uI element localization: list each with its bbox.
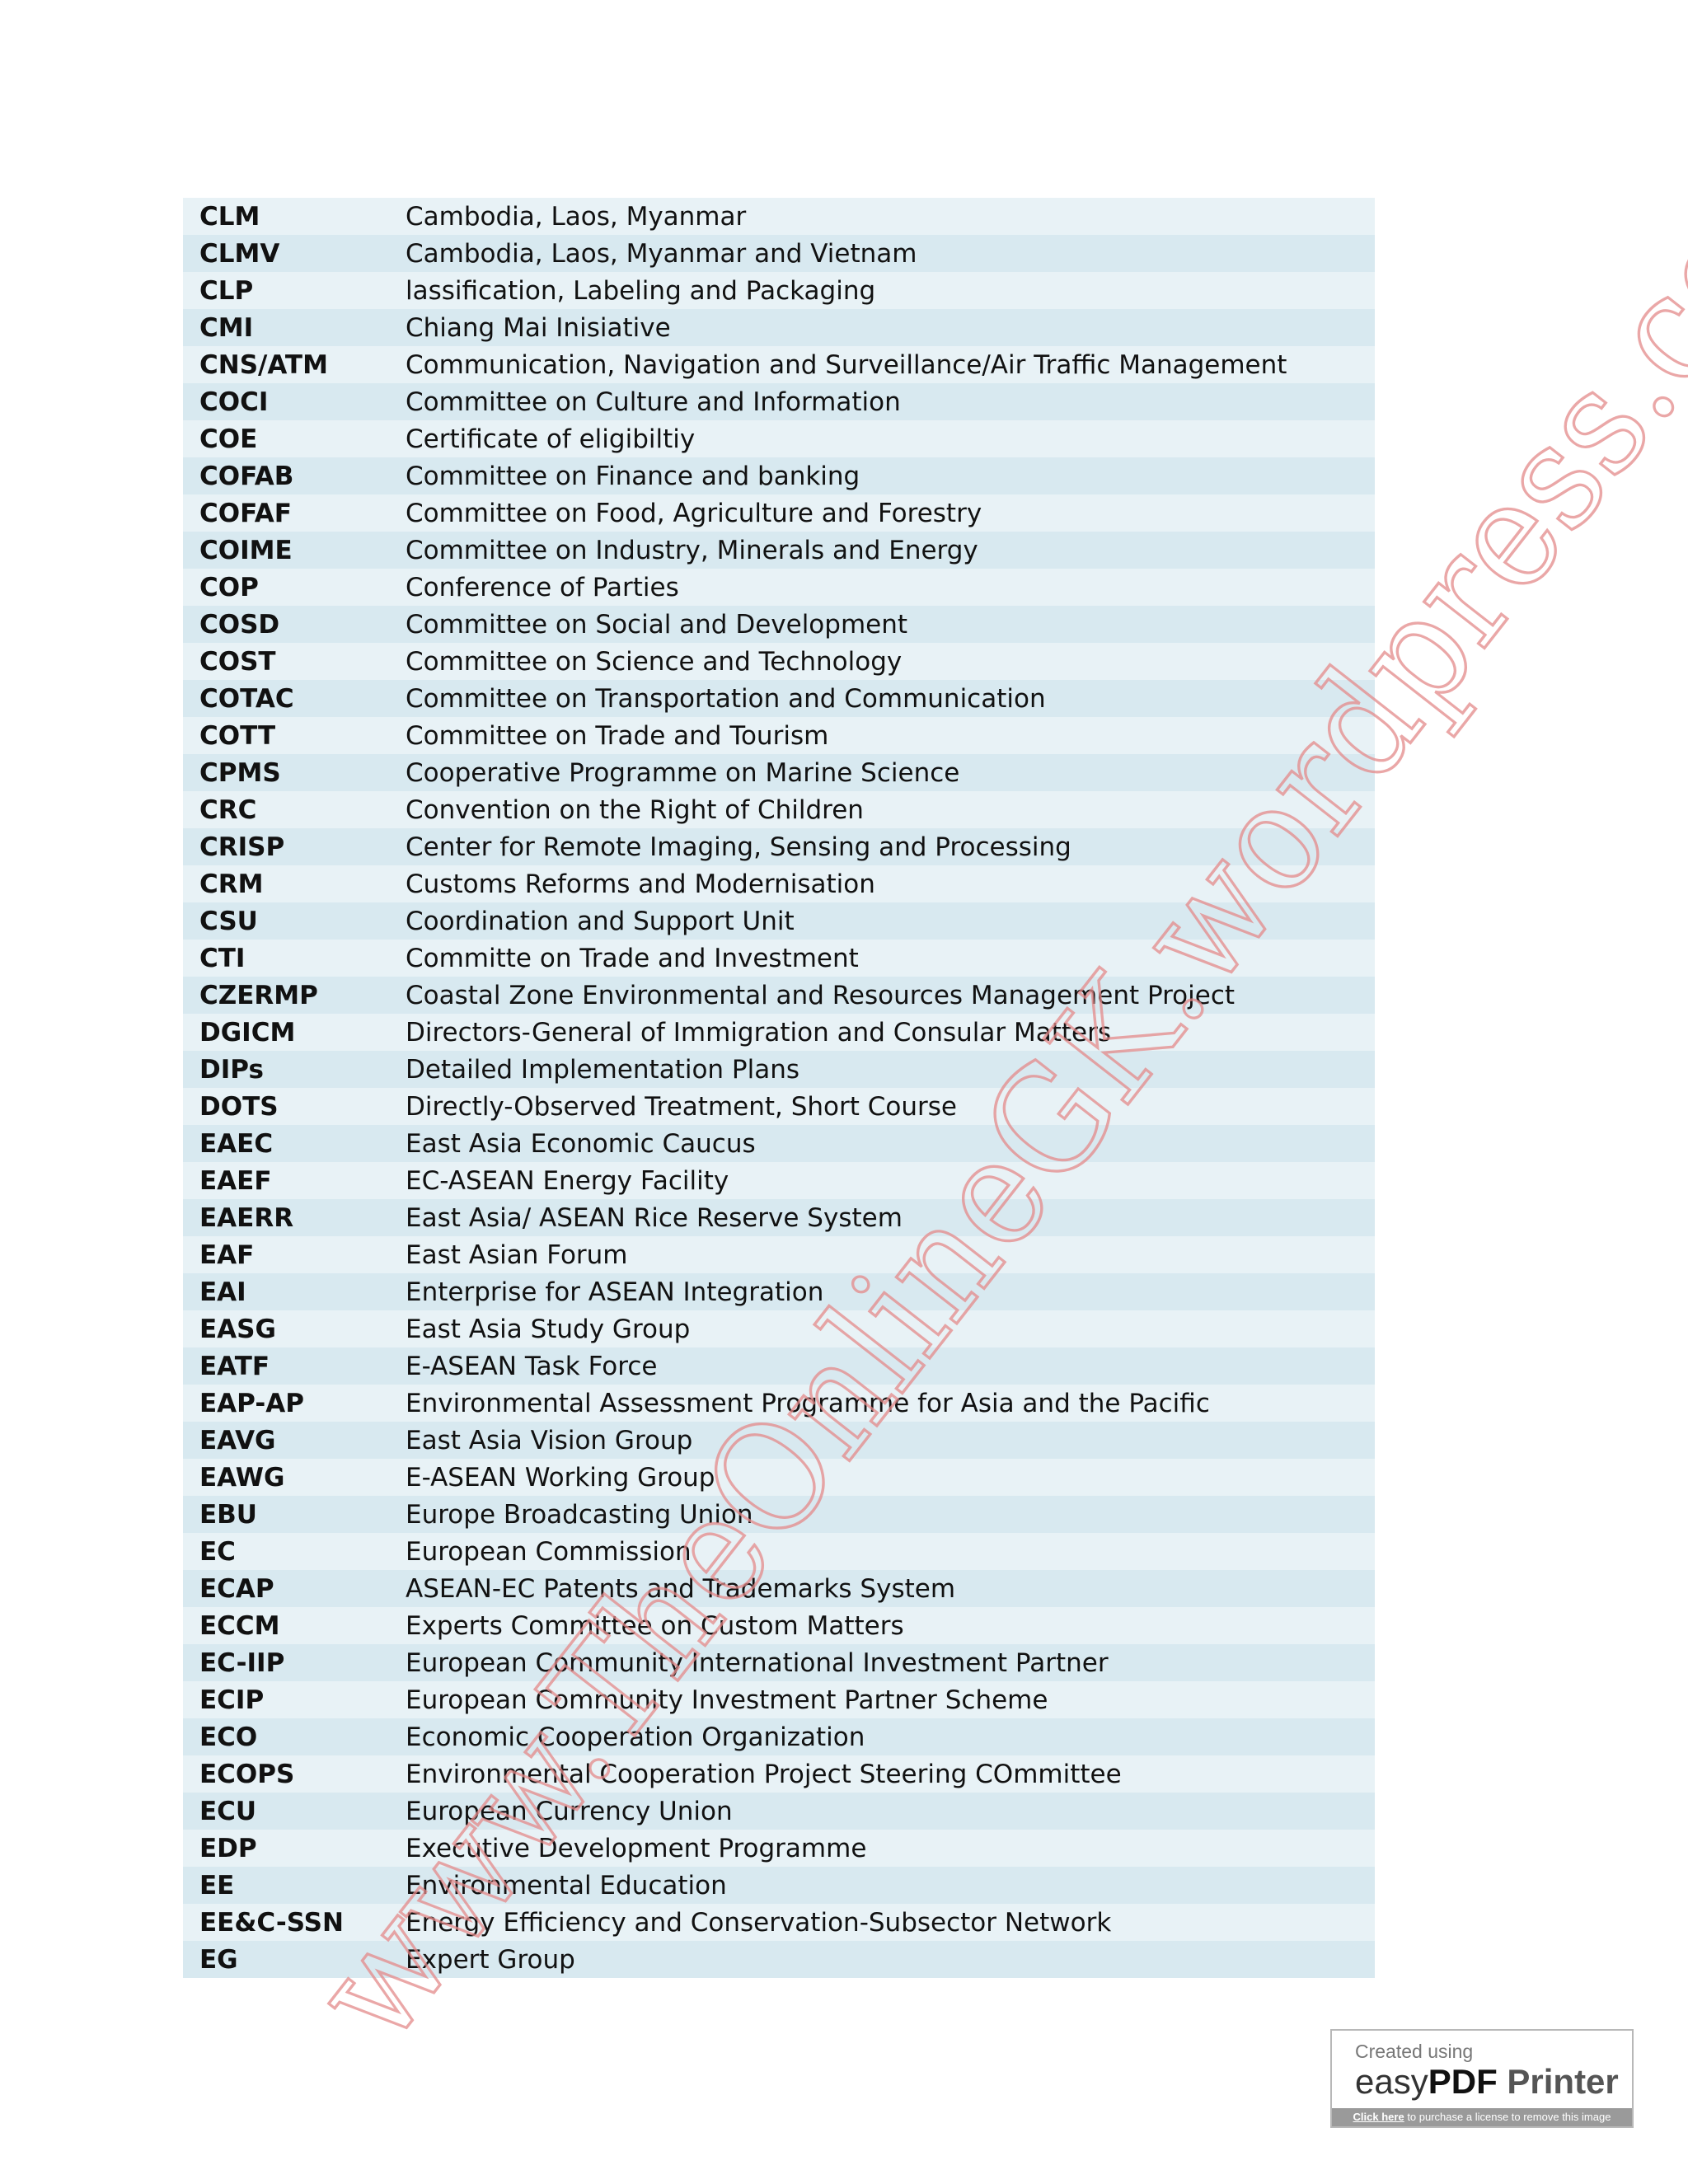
- definition: European Community Investment Partner Scheme: [406, 1685, 1048, 1715]
- table-row: [183, 1162, 1375, 1199]
- table-row: [183, 1014, 1375, 1051]
- easypdf-badge[interactable]: [1330, 2029, 1634, 2128]
- abbreviation: ECAP: [199, 1573, 274, 1604]
- abbreviation: EAEC: [199, 1128, 274, 1159]
- definition: Committee on Industry, Minerals and Energy: [406, 535, 978, 565]
- abbreviation: EDP: [199, 1833, 257, 1863]
- abbreviation: EAF: [199, 1240, 255, 1270]
- abbreviation: COIME: [199, 535, 293, 565]
- table-row: [183, 494, 1375, 532]
- definition: Energy Efficiency and Conservation-Subsector Network: [406, 1907, 1112, 1938]
- badge-pdf-label: PDF: [1428, 2062, 1498, 2101]
- abbreviation: EAEF: [199, 1165, 272, 1196]
- abbreviation: EAI: [199, 1277, 246, 1307]
- definition: Conference of Parties: [406, 572, 679, 602]
- definition: Committee on Transportation and Communication: [406, 683, 1046, 714]
- definition: East Asia Vision Group: [406, 1425, 693, 1455]
- definition: East Asia Economic Caucus: [406, 1128, 756, 1159]
- table-row: [183, 1904, 1375, 1941]
- table-row: [183, 977, 1375, 1014]
- table-row: [183, 1459, 1375, 1496]
- table-row: [183, 643, 1375, 680]
- abbreviation: COP: [199, 572, 259, 602]
- badge-printer-label: Printer: [1497, 2062, 1619, 2101]
- table-row: [183, 1830, 1375, 1867]
- badge-easy-label: easy: [1355, 2062, 1428, 2101]
- table-row: [183, 1422, 1375, 1459]
- abbreviation: CLP: [199, 275, 254, 306]
- abbreviation: CSU: [199, 906, 258, 936]
- abbreviation: ECO: [199, 1722, 258, 1752]
- definition: lassification, Labeling and Packaging: [406, 275, 876, 306]
- table-row: [183, 717, 1375, 754]
- definition: Environmental Education: [406, 1870, 727, 1900]
- abbreviation: CRC: [199, 794, 257, 825]
- table-row: [183, 532, 1375, 569]
- abbreviation: DGICM: [199, 1017, 296, 1047]
- definition: European Commission: [406, 1536, 692, 1567]
- table-row: [183, 346, 1375, 383]
- table-row: [183, 1310, 1375, 1347]
- definition: Directly-Observed Treatment, Short Course: [406, 1091, 957, 1122]
- table-row: [183, 198, 1375, 235]
- table-row: [183, 680, 1375, 717]
- definition: Environmental Cooperation Project Steering COmmittee: [406, 1759, 1122, 1789]
- definition: EC-ASEAN Energy Facility: [406, 1165, 729, 1196]
- table-row: [183, 1496, 1375, 1533]
- abbreviation: CTI: [199, 943, 246, 973]
- definition: Coastal Zone Environmental and Resources Management Project: [406, 980, 1236, 1010]
- abbreviation: EATF: [199, 1351, 270, 1381]
- abbreviation: EG: [199, 1944, 238, 1975]
- badge-created-label: Created using: [1355, 2041, 1474, 2062]
- abbreviation: COTT: [199, 720, 276, 751]
- definition: Committee on Finance and banking: [406, 461, 860, 491]
- abbreviation: CMI: [199, 312, 254, 343]
- abbreviation: CRM: [199, 869, 264, 899]
- abbreviation: COFAF: [199, 498, 292, 528]
- table-row: [183, 1607, 1375, 1644]
- badge-purchase-link[interactable]: Click here: [1353, 2111, 1404, 2123]
- abbreviation: CPMS: [199, 757, 281, 788]
- definition: Coordination and Support Unit: [406, 906, 795, 936]
- definition: East Asia/ ASEAN Rice Reserve System: [406, 1202, 903, 1233]
- badge-logo: [1355, 2062, 1619, 2102]
- table-row: [183, 1199, 1375, 1236]
- abbreviation: COCI: [199, 387, 269, 417]
- definition: Detailed Implementation Plans: [406, 1054, 800, 1085]
- definition: Enterprise for ASEAN Integration: [406, 1277, 824, 1307]
- abbreviation: EE: [199, 1870, 235, 1900]
- abbreviation: CNS/ATM: [199, 349, 328, 380]
- abbreviation: ECOPS: [199, 1759, 295, 1789]
- table-row: [183, 235, 1375, 272]
- definition: Europe Broadcasting Union: [406, 1499, 753, 1530]
- glossary-table: [183, 198, 1375, 1978]
- abbreviation: EAWG: [199, 1462, 285, 1493]
- abbreviation: EBU: [199, 1499, 257, 1530]
- abbreviation: ECCM: [199, 1610, 280, 1641]
- definition: Executive Development Programme: [406, 1833, 867, 1863]
- table-row: [183, 1681, 1375, 1718]
- definition: Committee on Social and Development: [406, 609, 908, 640]
- definition: E-ASEAN Working Group: [406, 1462, 715, 1493]
- definition: Environmental Assessment Programme for Asia and the Pacific: [406, 1388, 1210, 1418]
- abbreviation: CLMV: [199, 238, 280, 269]
- definition: Experts Committee on Custom Matters: [406, 1610, 904, 1641]
- table-row: [183, 1347, 1375, 1385]
- table-row: [183, 902, 1375, 940]
- definition: Cambodia, Laos, Myanmar: [406, 201, 747, 232]
- definition: Certificate of eligibiltiy: [406, 424, 696, 454]
- abbreviation: DIPs: [199, 1054, 264, 1085]
- abbreviation: CLM: [199, 201, 260, 232]
- table-row: [183, 1051, 1375, 1088]
- abbreviation: EAERR: [199, 1202, 294, 1233]
- abbreviation: EASG: [199, 1314, 276, 1344]
- abbreviation: ECIP: [199, 1685, 265, 1715]
- abbreviation: DOTS: [199, 1091, 279, 1122]
- abbreviation: EAP-AP: [199, 1388, 304, 1418]
- abbreviation: EE&C-SSN: [199, 1907, 344, 1938]
- table-row: [183, 940, 1375, 977]
- definition: Chiang Mai Inisiative: [406, 312, 671, 343]
- definition: Committee on Science and Technology: [406, 646, 903, 677]
- definition: Convention on the Right of Children: [406, 794, 864, 825]
- abbreviation: CZERMP: [199, 980, 318, 1010]
- table-row: [183, 828, 1375, 865]
- definition: East Asian Forum: [406, 1240, 628, 1270]
- abbreviation: COST: [199, 646, 276, 677]
- table-row: [183, 420, 1375, 457]
- table-row: [183, 791, 1375, 828]
- definition: E-ASEAN Task Force: [406, 1351, 658, 1381]
- definition: Directors-General of Immigration and Consular Matters: [406, 1017, 1112, 1047]
- table-row: [183, 1273, 1375, 1310]
- table-row: [183, 1533, 1375, 1570]
- table-row: [183, 754, 1375, 791]
- abbreviation: CRISP: [199, 832, 285, 862]
- definition: Committee on Trade and Tourism: [406, 720, 829, 751]
- table-row: [183, 1941, 1375, 1978]
- table-row: [183, 457, 1375, 494]
- definition: ASEAN-EC Patents and Trademarks System: [406, 1573, 956, 1604]
- abbreviation: COFAB: [199, 461, 294, 491]
- table-row: [183, 1644, 1375, 1681]
- table-row: [183, 865, 1375, 902]
- abbreviation: COTAC: [199, 683, 294, 714]
- abbreviation: EAVG: [199, 1425, 276, 1455]
- table-row: [183, 606, 1375, 643]
- abbreviation: COSD: [199, 609, 280, 640]
- definition: Committee on Culture and Information: [406, 387, 901, 417]
- table-row: [183, 1570, 1375, 1607]
- table-row: [183, 309, 1375, 346]
- definition: Cambodia, Laos, Myanmar and Vietnam: [406, 238, 917, 269]
- table-row: [183, 1793, 1375, 1830]
- table-row: [183, 1867, 1375, 1904]
- table-row: [183, 272, 1375, 309]
- table-row: [183, 1755, 1375, 1793]
- definition: Center for Remote Imaging, Sensing and Processing: [406, 832, 1071, 862]
- definition: Customs Reforms and Modernisation: [406, 869, 875, 899]
- badge-footer: [1332, 2108, 1632, 2126]
- abbreviation: EC: [199, 1536, 236, 1567]
- definition: Committee on Food, Agriculture and Forestry: [406, 498, 982, 528]
- table-row: [183, 1385, 1375, 1422]
- table-row: [183, 1718, 1375, 1755]
- abbreviation: ECU: [199, 1796, 257, 1826]
- definition: Cooperative Programme on Marine Science: [406, 757, 960, 788]
- badge-footer-text: to purchase a license to remove this image: [1404, 2111, 1611, 2123]
- abbreviation: COE: [199, 424, 258, 454]
- table-row: [183, 569, 1375, 606]
- table-row: [183, 1236, 1375, 1273]
- abbreviation: EC-IIP: [199, 1647, 285, 1678]
- definition: European Currency Union: [406, 1796, 733, 1826]
- definition: Communication, Navigation and Surveillance/Air Traffic Management: [406, 349, 1287, 380]
- definition: Economic Cooperation Organization: [406, 1722, 865, 1752]
- definition: Committe on Trade and Investment: [406, 943, 859, 973]
- definition: East Asia Study Group: [406, 1314, 691, 1344]
- table-row: [183, 1125, 1375, 1162]
- table-row: [183, 383, 1375, 420]
- definition: Expert Group: [406, 1944, 575, 1975]
- definition: European Community International Investment Partner: [406, 1647, 1109, 1678]
- table-row: [183, 1088, 1375, 1125]
